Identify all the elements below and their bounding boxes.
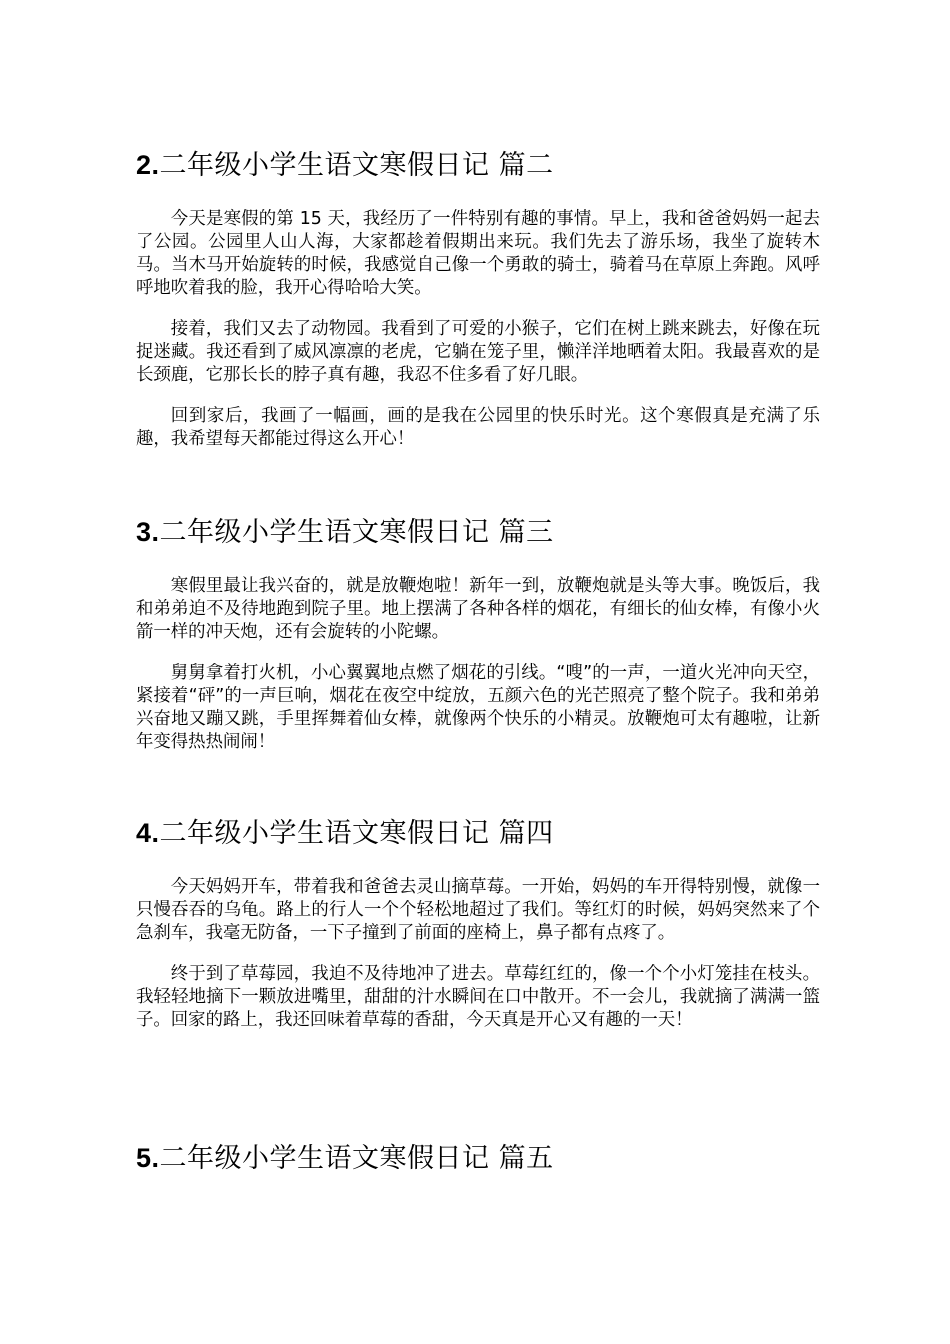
paragraph: 今天妈妈开车，带着我和爸爸去灵山摘草莓。一开始，妈妈的车开得特别慢，就像一只慢吞吞的乌龟。路上的行人一个个轻松地超过了我们。等红灯的时候，妈妈突然来了个急刹车，我毫无防备，一下子撞到了前面的座椅上，鼻子都有点疼了。 bbox=[136, 877, 820, 943]
section-title: 二年级小学生语文寒假日记 篇二 bbox=[159, 150, 554, 181]
diary-section-5 bbox=[136, 1140, 820, 1176]
paragraph: 寒假里最让我兴奋的，就是放鞭炮啦！新年一到，放鞭炮就是头等大事。晚饭后，我和弟弟迫不及待地跑到院子里。地上摆满了各种各样的烟花，有细长的仙女棒，有像小火箭一样的冲天炮，还有会旋转的小陀螺。 bbox=[136, 576, 820, 642]
paragraph: 回到家后，我画了一幅画，画的是我在公园里的快乐时光。这个寒假真是充满了乐趣，我希望每天都能过得这么开心！ bbox=[136, 406, 820, 449]
section-number: 4. bbox=[136, 818, 160, 848]
section-number: 2. bbox=[136, 150, 160, 180]
section-number: 5. bbox=[136, 1143, 160, 1173]
section-heading bbox=[136, 514, 820, 550]
section-title: 二年级小学生语文寒假日记 篇五 bbox=[159, 1143, 554, 1174]
section-title: 二年级小学生语文寒假日记 篇三 bbox=[159, 517, 554, 548]
paragraph: 舅舅拿着打火机，小心翼翼地点燃了烟花的引线。“嗖”的一声，一道火光冲向天空，紧接着“砰”的一声巨响，烟花在夜空中绽放，五颜六色的光芒照亮了整个院子。我和弟弟兴奋地又蹦又跳，手里挥舞着仙女棒，就像两个快乐的小精灵。放鞭炮可太有趣啦，让新年变得热热闹闹！ bbox=[136, 663, 820, 752]
section-title: 二年级小学生语文寒假日记 篇四 bbox=[159, 818, 554, 849]
diary-section-2 bbox=[136, 147, 820, 449]
diary-section-4 bbox=[136, 815, 820, 1030]
paragraph: 今天是寒假的第 15 天，我经历了一件特别有趣的事情。早上，我和爸爸妈妈一起去了公园。公园里人山人海，大家都趁着假期出来玩。我们先去了游乐场，我坐了旋转木马。当木马开始旋转的时候，我感觉自己像一个勇敢的骑士，骑着马在草原上奔跑。风呼呼地吹着我的脸，我开心得哈哈大笑。 bbox=[136, 209, 820, 298]
section-heading bbox=[136, 1140, 820, 1176]
section-heading bbox=[136, 147, 820, 183]
section-heading bbox=[136, 815, 820, 851]
diary-section-3 bbox=[136, 514, 820, 752]
paragraph: 接着，我们又去了动物园。我看到了可爱的小猴子，它们在树上跳来跳去，好像在玩捉迷藏。我还看到了威风凛凛的老虎，它躺在笼子里，懒洋洋地晒着太阳。我最喜欢的是长颈鹿，它那长长的脖子真有趣，我忍不住多看了好几眼。 bbox=[136, 319, 820, 385]
section-number: 3. bbox=[136, 517, 160, 547]
paragraph: 终于到了草莓园，我迫不及待地冲了进去。草莓红红的，像一个个小灯笼挂在枝头。我轻轻地摘下一颗放进嘴里，甜甜的汁水瞬间在口中散开。不一会儿，我就摘了满满一篮子。回家的路上，我还回味着草莓的香甜，今天真是开心又有趣的一天！ bbox=[136, 964, 820, 1030]
